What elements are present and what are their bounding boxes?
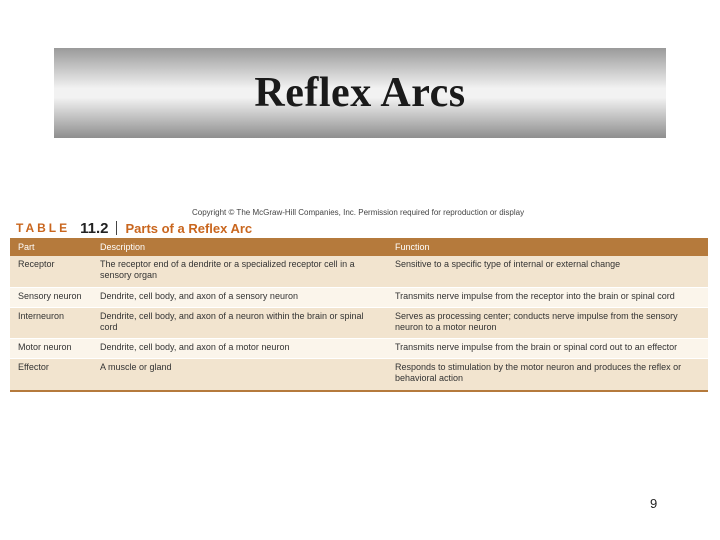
cell-part: Motor neuron xyxy=(10,338,92,358)
cell-description: A muscle or gland xyxy=(92,358,387,392)
column-header-part: Part xyxy=(10,238,92,256)
table-header-row xyxy=(10,238,708,256)
cell-part: Receptor xyxy=(10,256,92,287)
cell-description: Dendrite, cell body, and axon of a motor neuron xyxy=(92,338,387,358)
copyright-notice: Copyright © The McGraw-Hill Companies, Inc. Permission required for reproduction or display xyxy=(192,208,525,217)
table-label: TABLE xyxy=(16,221,71,235)
cell-function: Sensitive to a specific type of internal or external change xyxy=(387,256,708,287)
cell-function: Responds to stimulation by the motor neuron and produces the reflex or behavioral action xyxy=(387,358,708,392)
column-header-description: Description xyxy=(92,238,387,256)
table-caption: Parts of a Reflex Arc xyxy=(125,220,253,236)
table-heading xyxy=(16,218,252,238)
cell-part: Interneuron xyxy=(10,307,92,338)
heading-divider xyxy=(116,221,117,235)
table-row xyxy=(10,287,708,307)
cell-function: Serves as processing center; conducts nerve impulse from the sensory neuron to a motor neuron xyxy=(387,307,708,338)
cell-description: Dendrite, cell body, and axon of a sensory neuron xyxy=(92,287,387,307)
page-number: 9 xyxy=(650,496,658,511)
title-banner xyxy=(54,48,666,138)
table-number: 11.2 xyxy=(80,219,109,237)
table-row xyxy=(10,358,708,392)
reflex-arc-table xyxy=(10,238,708,393)
cell-description: Dendrite, cell body, and axon of a neuron within the brain or spinal cord xyxy=(92,307,387,338)
table-row xyxy=(10,338,708,358)
cell-part: Effector xyxy=(10,358,92,392)
cell-description: The receptor end of a dendrite or a specialized receptor cell in a sensory organ xyxy=(92,256,387,287)
cell-function: Transmits nerve impulse from the receptor into the brain or spinal cord xyxy=(387,287,708,307)
table-row xyxy=(10,256,708,287)
slide-title: Reflex Arcs xyxy=(254,70,466,116)
cell-function: Transmits nerve impulse from the brain or spinal cord out to an effector xyxy=(387,338,708,358)
cell-part: Sensory neuron xyxy=(10,287,92,307)
table-row xyxy=(10,307,708,338)
column-header-function: Function xyxy=(387,238,708,256)
